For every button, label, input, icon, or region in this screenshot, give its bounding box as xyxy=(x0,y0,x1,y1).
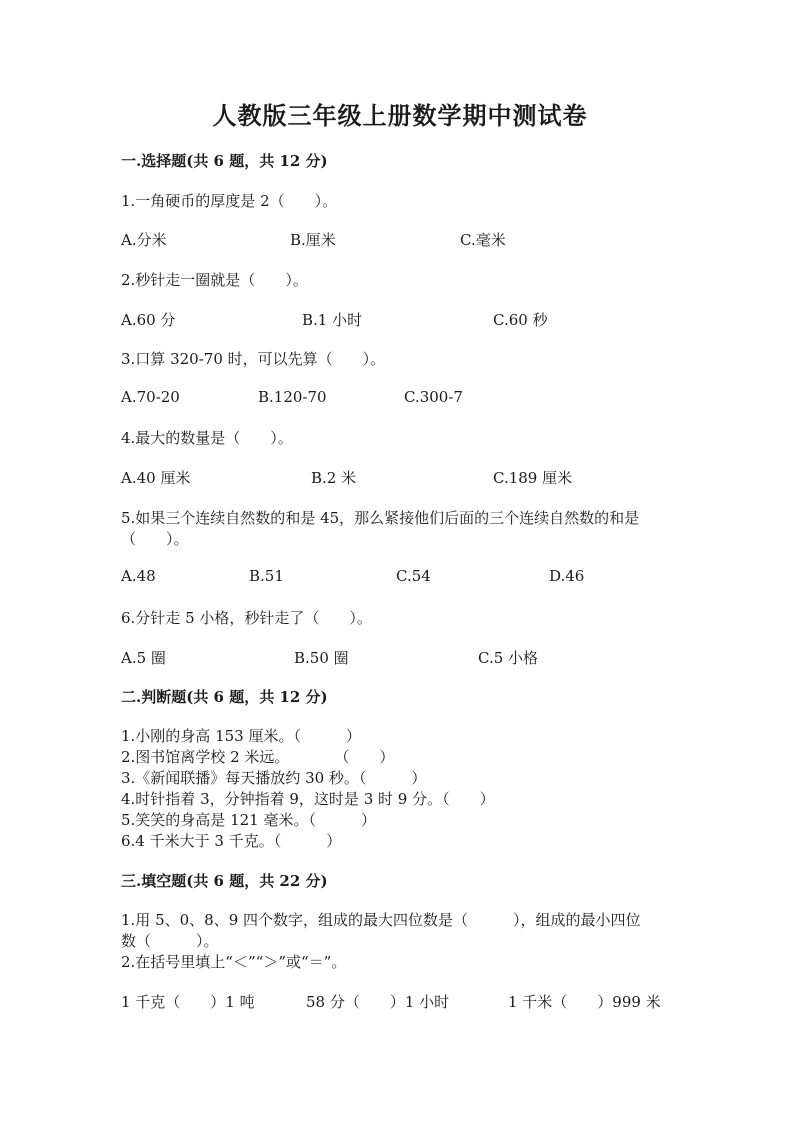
judge-item: 5.笑笑的身高是 121 毫米。（ ） xyxy=(121,811,376,829)
fill-question-text: 1.用 5、0、8、9 四个数字，组成的最大四位数是（ ），组成的最小四位 xyxy=(121,911,641,929)
compare-item: 1 千克（ ）1 吨 xyxy=(121,993,255,1011)
compare-item: 1 千米（ ）999 米 xyxy=(508,993,661,1011)
question-text: 6.分针走 5 小格，秒针走了（ ）。 xyxy=(121,609,372,627)
question-text: 2.秒针走一圈就是（ ）。 xyxy=(121,271,308,289)
judge-item: 1.小刚的身高 153 厘米。（ ） xyxy=(121,727,361,745)
option-c: C.60 秒 xyxy=(493,311,548,329)
compare-item: 58 分（ ）1 小时 xyxy=(306,993,450,1011)
option-a: A.5 圈 xyxy=(121,649,166,667)
option-a: A.70-20 xyxy=(121,388,180,406)
page-title: 人教版三年级上册数学期中测试卷 xyxy=(212,101,588,130)
option-a: A.分米 xyxy=(121,231,167,249)
judge-item: 3.《新闻联播》每天播放约 30 秒。（ ） xyxy=(121,769,427,787)
option-b: B.2 米 xyxy=(311,469,357,487)
judge-item: 2.图书馆离学校 2 米远。 （ ） xyxy=(121,748,395,766)
question-text: 3.口算 320-70 时，可以先算（ ）。 xyxy=(121,350,386,368)
option-c: C.300-7 xyxy=(404,388,463,406)
question-text: 1.一角硬币的厚度是 2（ ）。 xyxy=(121,192,338,210)
option-c: C.54 xyxy=(396,567,431,585)
question-text: 4.最大的数量是（ ）。 xyxy=(121,429,293,447)
judge-item: 4.时针指着 3，分钟指着 9，这时是 3 时 9 分。（ ） xyxy=(121,790,495,808)
fill-question-text-cont: 数（ ）。 xyxy=(121,932,219,950)
section-heading-judge: 二.判断题(共 6 题，共 12 分) xyxy=(121,688,328,706)
option-b: B.51 xyxy=(249,567,284,585)
option-b: B.1 小时 xyxy=(302,311,363,329)
option-c: C.5 小格 xyxy=(478,649,539,667)
option-a: A.60 分 xyxy=(121,311,176,329)
section-heading-choice: 一.选择题(共 6 题，共 12 分) xyxy=(121,152,328,170)
option-b: B.厘米 xyxy=(290,231,336,249)
judge-item: 6.4 千米大于 3 千克。（ ） xyxy=(121,832,342,850)
question-text-cont: （ ）。 xyxy=(121,530,189,548)
option-c: C.毫米 xyxy=(460,231,506,249)
option-d: D.46 xyxy=(549,567,585,585)
fill-question-text: 2.在括号里填上“＜”“＞”或“＝”。 xyxy=(121,953,347,971)
option-b: B.120-70 xyxy=(258,388,327,406)
section-heading-fill: 三.填空题(共 6 题，共 22 分) xyxy=(121,872,328,890)
option-c: C.189 厘米 xyxy=(493,469,573,487)
option-a: A.40 厘米 xyxy=(121,469,191,487)
option-b: B.50 圈 xyxy=(294,649,349,667)
option-a: A.48 xyxy=(121,567,156,585)
question-text: 5.如果三个连续自然数的和是 45，那么紧接他们后面的三个连续自然数的和是 xyxy=(121,509,640,527)
